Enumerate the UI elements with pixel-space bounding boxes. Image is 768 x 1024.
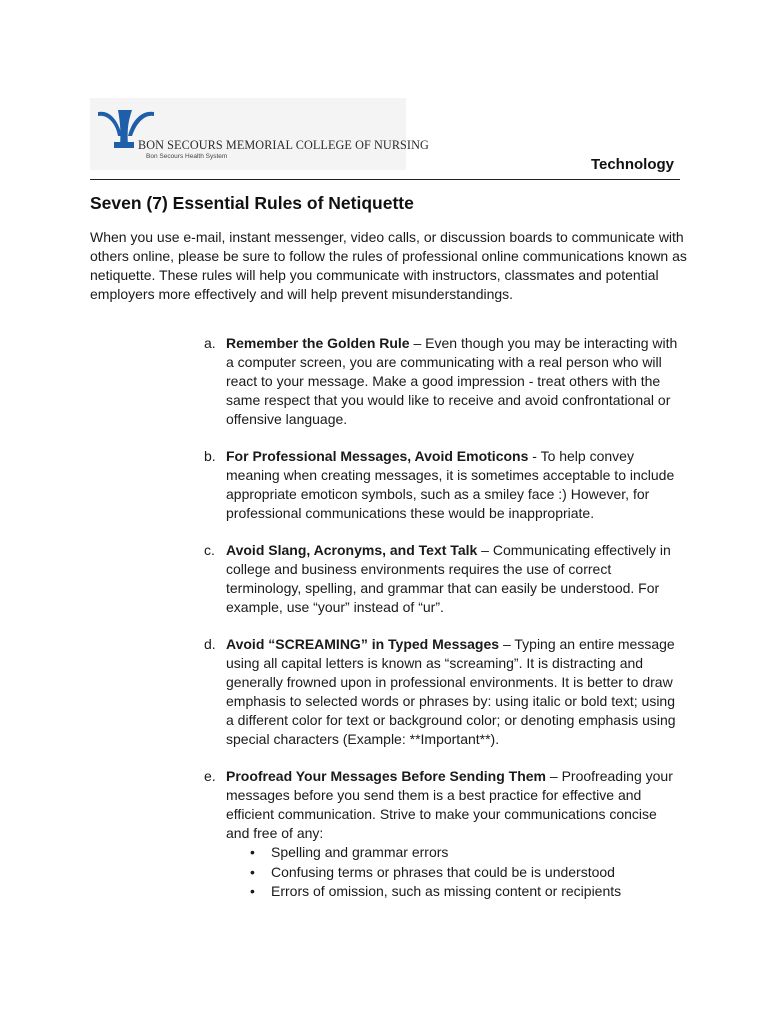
rule-text: - To help convey meaning when creating messages, it is sometimes acceptable to include appropriate emoticon symbols, such as a smiley face :) However, for professional communications these would be inappropriate. xyxy=(226,448,675,521)
bullet-icon: • xyxy=(250,863,255,880)
rule-title: Avoid “SCREAMING” in Typed Messages xyxy=(226,636,500,652)
rule-letter: c. xyxy=(204,542,215,558)
rule-letter: b. xyxy=(204,448,216,464)
rule-item xyxy=(204,767,684,902)
rule-letter: d. xyxy=(204,636,216,652)
rule-text: – Even though you may be interacting with a computer screen, you are communicating with a real person who will react to your message. Make a good impression - treat others with the same respect that you would like to receive and avoid confrontational or offensive language. xyxy=(226,335,678,427)
rule-title: Avoid Slang, Acronyms, and Text Talk xyxy=(226,542,478,558)
rule-item xyxy=(204,334,684,429)
rule-title: Remember the Golden Rule xyxy=(226,335,410,351)
intro-paragraph: When you use e-mail, instant messenger, video calls, or discussion boards to communicate with others online, please be sure to follow the rules of professional online communications known as netiquette. These rules will help you communicate with instructors, classmates and potential employers more effectively and will help prevent misunderstandings. xyxy=(90,229,687,302)
section-label: Technology xyxy=(590,156,674,173)
rule-letter: e. xyxy=(204,768,216,784)
rule-title: For Professional Messages, Avoid Emoticons xyxy=(226,448,529,464)
rule-text: – Typing an entire message using all capital letters is known as “screaming”. It is distracting and generally frowned upon in professional environments. It is better to draw emphasis to selected words or phrases by: using italic or bold text; using a different color for text or background color; or denoting emphasis using special characters (Example: **Important**). xyxy=(226,636,676,747)
rule-letter: a. xyxy=(204,335,216,351)
bullet-text: Errors of omission, such as missing content or recipients xyxy=(271,883,622,899)
bullet-text: Confusing terms or phrases that could be is understood xyxy=(271,863,615,880)
bullet-item xyxy=(250,882,684,902)
rule-item xyxy=(204,635,684,749)
bullet-text: Spelling and grammar errors xyxy=(271,844,449,860)
rule-item xyxy=(204,541,684,617)
bullet-item xyxy=(250,843,684,863)
rule-item xyxy=(204,447,684,523)
health-system-name: Bon Secours Health System xyxy=(146,153,228,160)
rules-list xyxy=(204,334,684,920)
college-name: BON SECOURS MEMORIAL COLLEGE OF NURSING xyxy=(138,138,429,152)
rule-text: – Proofreading your messages before you send them is a best practice for effective and efficient communication. Strive to make your communications concise and free of any: xyxy=(226,768,673,841)
header-divider xyxy=(90,179,680,180)
bullet-item xyxy=(250,863,684,883)
bullet-icon: • xyxy=(250,883,255,899)
bullet-list xyxy=(226,843,684,902)
rule-title: Proofread Your Messages Before Sending Them xyxy=(226,768,547,784)
bullet-icon: • xyxy=(250,844,255,860)
college-logo xyxy=(90,98,429,170)
page-title: Seven (7) Essential Rules of Netiquette xyxy=(90,193,414,213)
rule-text: – Communicating effectively in college and business environments requires the use of correct terminology, spelling, and grammar that can easily be understood. For example, use “your” instead of “ur”. xyxy=(226,542,671,615)
